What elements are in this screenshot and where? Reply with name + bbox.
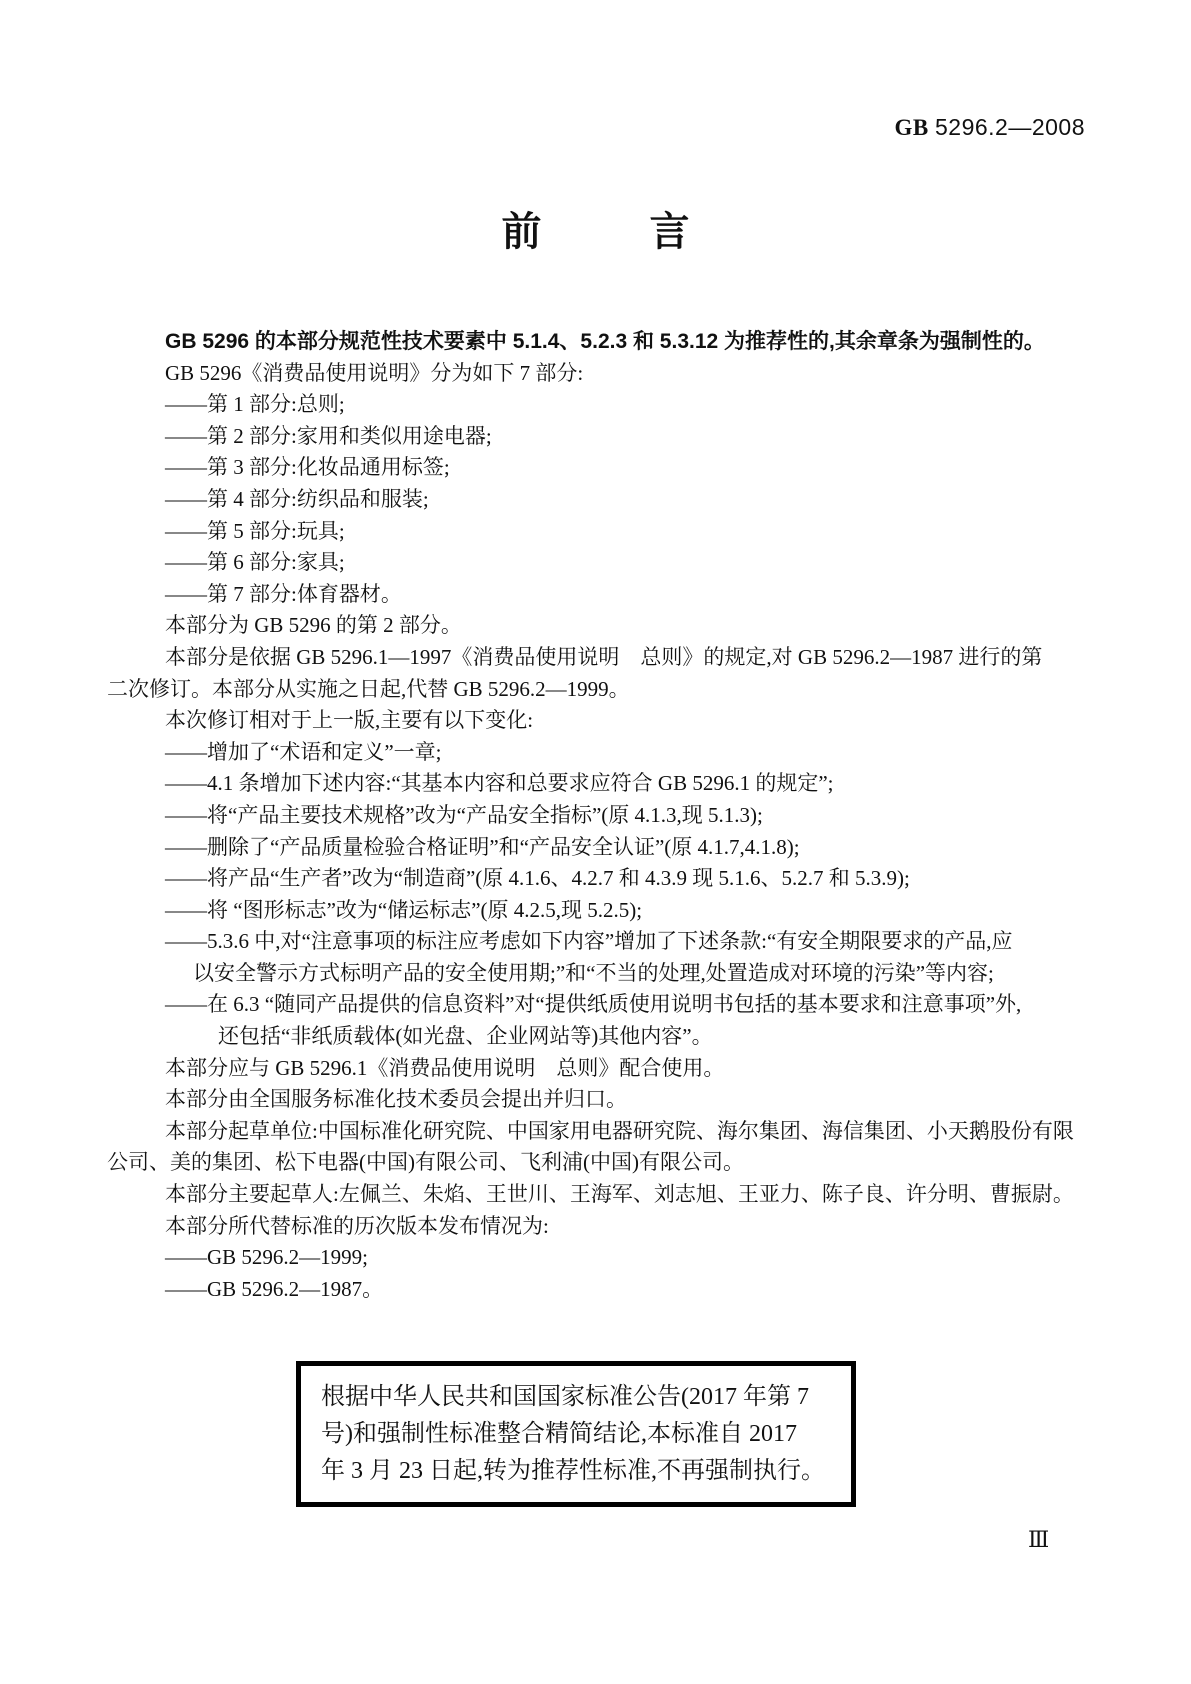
change-list-item: ——在 6.3 “随同产品提供的信息资料”对“提供纸质使用说明书包括的基本要求和注意事项”外, [165,992,1022,1017]
normative-elements-statement: GB 5296 的本部分规范性技术要素中 5.1.4、5.2.3 和 5.3.12 为推荐性的,其余章条为强制性的。 [165,330,1045,353]
part-list-item: ——第 3 部分:化妆品通用标签; [165,455,450,480]
notice-line: 根据中华人民共和国国家标准公告(2017 年第 7 [321,1384,809,1410]
part-list-item: ——第 6 部分:家具; [165,550,345,575]
drafters-line: 本部分主要起草人:左佩兰、朱焰、王世川、王海军、刘志旭、王亚力、陈子良、许分明、曹振尉。 [165,1182,1074,1207]
change-list-item-cont: 以安全警示方式标明产品的安全使用期;”和“不当的处理,处置造成对环境的污染”等内容; [193,960,994,985]
standard-code-number: 5296.2—2008 [934,114,1085,140]
previous-edition-item: ——GB 5296.2—1987。 [165,1276,384,1301]
part-list-item: ——第 1 部分:总则; [165,392,345,417]
page-number: Ⅲ [1028,1527,1050,1552]
paragraph-line: 二次修订。本部分从实施之日起,代替 GB 5296.2—1999。 [107,676,630,701]
change-list-item: ——将“产品主要技术规格”改为“产品安全指标”(原 4.1.3,现 5.1.3); [165,802,763,827]
drafting-units-line: 公司、美的集团、松下电器(中国)有限公司、飞利浦(中国)有限公司。 [107,1150,744,1175]
notice-line: 年 3 月 23 日起,转为推荐性标准,不再强制执行。 [321,1458,825,1484]
change-list-item: ——增加了“术语和定义”一章; [165,739,442,764]
foreword-title: 前言 [501,210,798,254]
paragraph-line: 本部分由全国服务标准化技术委员会提出并归口。 [165,1087,627,1112]
part-list-item: ——第 4 部分:纺织品和服装; [165,486,429,511]
parts-intro-line: GB 5296《消费品使用说明》分为如下 7 部分: [165,360,584,385]
notice-line: 号)和强制性标准整合精简结论,本标准自 2017 [321,1421,797,1447]
standard-code-prefix: GB [894,115,929,140]
drafting-units-line: 本部分起草单位:中国标准化研究院、中国家用电器研究院、海尔集团、海信集团、小天鹅股份有限 [165,1118,1074,1143]
part-list-item: ——第 7 部分:体育器材。 [165,581,402,606]
part-list-item: ——第 2 部分:家用和类似用途电器; [165,423,492,448]
part-list-item: ——第 5 部分:玩具; [165,518,345,543]
change-list-item: ——删除了“产品质量检验合格证明”和“产品安全认证”(原 4.1.7,4.1.8); [165,834,800,859]
change-list-item: ——5.3.6 中,对“注意事项的标注应考虑如下内容”增加了下述条款:“有安全期限要求的产品,应 [165,929,1013,954]
paragraph-line: 本次修订相对于上一版,主要有以下变化: [165,708,534,733]
foreword-body [107,326,1085,1305]
notice-box [296,1361,856,1507]
paragraph-line: 本部分应与 GB 5296.1《消费品使用说明 总则》配合使用。 [165,1055,725,1080]
paragraph-line: 本部分为 GB 5296 的第 2 部分。 [165,613,462,638]
change-list-item: ——4.1 条增加下述内容:“其基本内容和总要求应符合 GB 5296.1 的规定”; [165,771,834,796]
previous-edition-item: ——GB 5296.2—1999; [165,1245,369,1270]
change-list-item: ——将 “图形标志”改为“储运标志”(原 4.2.5,现 5.2.5); [165,897,643,922]
paragraph-line: 本部分是依据 GB 5296.1—1997《消费品使用说明 总则》的规定,对 GB 5296.2—1987 进行的第 [165,644,1043,669]
change-list-item: ——将产品“生产者”改为“制造商”(原 4.1.6、4.2.7 和 4.3.9 现 5.1.6、5.2.7 和 5.3.9); [165,866,910,891]
standard-code [107,114,1085,141]
previous-editions-intro: 本部分所代替标准的历次版本发布情况为: [165,1213,549,1238]
change-list-item-cont: 还包括“非纸质载体(如光盘、企业网站等)其他内容”。 [218,1024,713,1049]
